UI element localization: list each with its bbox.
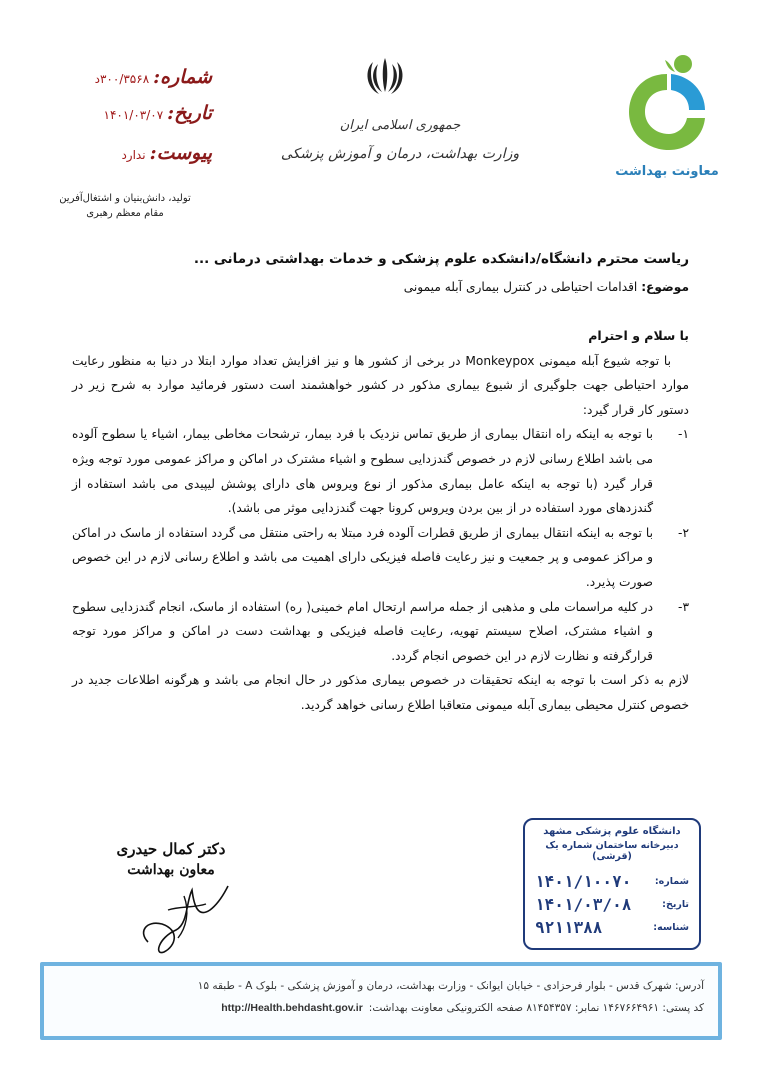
government-emblem [285, 52, 485, 102]
footer-address: آدرس: شهرک قدس - بلوار فرحزادی - خیابان ایوانک - وزارت بهداشت، درمان و آموزش پزشکی - بلوک A - طبقه ۱۵ [197, 980, 704, 992]
registry-stamp [523, 818, 701, 950]
stamp-number-label: شماره: [654, 876, 689, 887]
letter-footer [40, 962, 722, 1040]
stamp-org: دانشگاه علوم پزشکی مشهد [543, 826, 681, 837]
letter-meta [72, 66, 212, 172]
closing-paragraph: لازم به ذکر است با توجه به اینکه تحقیقات در خصوص بیماری مذکور در حال انجام می باشد و هرگونه اطلاعات جدید در خصوص کنترل محیطی بیماری آبله میمونی متعاقبا اطلاع رسانی خواهد گردید. [72, 673, 689, 712]
iran-emblem-icon [362, 52, 408, 98]
recipient: ریاست محترم دانشگاه/دانشکده علوم پزشکی و خدمات بهداشتی درمانی ... [193, 251, 689, 267]
item-text: در کلیه مراسمات ملی و مذهبی از جمله مراسم ارتحال امام خمینی( ره) استفاده از ماسک، انجام گندزدایی سطوح و اشیاء مشترک، اصلاح سیستم تهویه، رعایت فاصله فیزیکی و بهداشت دست در اماکن و مراکز مورد توجه قرارگرفته و نظارت لازم در این خصوص انجام گردد. [72, 599, 653, 663]
footer-website-link[interactable]: http://Health.behdasht.gov.ir [221, 1002, 363, 1014]
letter-number-label: شماره: [153, 66, 212, 88]
health-logo-icon [617, 52, 717, 162]
health-deputy-logo [612, 52, 722, 179]
stamp-date: ۱۴۰۱/۰۳/۰۸ [535, 895, 632, 914]
item-text: با توجه به اینکه انتقال بیماری از طریق قطرات آلوده فرد مبتلا به راحتی منتقل می گردد استفاده از ماسک در اماکن و مراکز عمومی و پر جمعیت و نیز رعایت فاصله فیزیکی دارای اهمیت می باشد و اطلاع رسانی لازم در این خصوص صورت پذیرد. [72, 525, 653, 589]
list-item [72, 422, 689, 520]
handwritten-signature [128, 872, 238, 962]
stamp-number: ۱۴۰۱/۱۰۰۷۰ [535, 872, 632, 891]
signer-title: معاون بهداشت [127, 862, 215, 878]
intro-paragraph: با توجه شیوع آبله میمونی Monkeypox در برخی از کشور ها و نیز افزایش تعداد موارد ابتلا در دنیا به منظور رعایت موارد احتیاطی جهت جلوگیری از شیوع بیماری مذکور در کشور خواهشمند است دستور فرمائید موارد به شرح زیر در دستور کار قرار گیرد: [72, 353, 689, 417]
letter-body [72, 246, 689, 718]
signer-name: دکتر کمال حیدری [116, 840, 226, 858]
footer-postal: کد پستی: ۱۴۶۷۶۶۴۹۶۱ نمابر: ۸۱۴۵۴۳۵۷ صفحه الکترونیکی معاونت بهداشت: [368, 1002, 704, 1014]
emblem-caption-1: جمهوری اسلامی ایران [339, 118, 461, 133]
slogan-line-1: تولید، دانش‌بنیان و اشتغال‌آفرین [59, 193, 191, 204]
leader-slogan [40, 193, 210, 219]
subject-line [72, 274, 689, 300]
footer-contact [58, 1002, 704, 1014]
subject: اقدامات احتیاطی در کنترل بیماری آبله میمونی [403, 280, 638, 294]
attachment-label: پیوست: [149, 142, 212, 164]
stamp-id-label: شناسه: [653, 922, 689, 933]
greeting: با سلام و احترام [588, 328, 689, 343]
date-label: تاریخ: [167, 102, 212, 124]
letter-number: ۳۰۰/۳۵۶۸د [94, 72, 150, 86]
logo-caption: معاونت بهداشت [615, 164, 719, 179]
stamp-date-label: تاریخ: [662, 899, 689, 910]
subject-label: موضوع: [641, 280, 689, 294]
emblem-caption-2: وزارت بهداشت، درمان و آموزش پزشکی [280, 146, 520, 162]
letter-date: ۱۴۰۱/۰۳/۰۷ [103, 108, 164, 122]
slogan-line-2: مقام معظم رهبری [86, 208, 164, 219]
item-text: با توجه به اینکه راه انتقال بیماری از طریق تماس نزدیک با فرد بیمار، ترشحات مخاطی بیمار، اشیاء یا سطوح آلوده می باشد اطلاع رسانی لازم در خصوص گندزدایی سطوح و اشیاء مشترک در اماکن و مراکز عمومی مورد توجه ویژه قرار گیرد (با توجه به اینکه عامل بیماری مذکور از نوع ویروس های دارای پوشش لیپیدی می باشد استفاده از گندزدهای مورد استفاده در از بین بردن ویروس کرونا جهت گندزدایی موثر می باشد). [72, 427, 653, 516]
stamp-id: ۹۲۱۱۳۸۸ [535, 918, 603, 937]
list-item [72, 595, 689, 669]
item-number: ۳- [678, 599, 689, 614]
attachment-value: ندارد [121, 148, 146, 162]
stamp-office: دبیرخانه ساختمان شماره یک (قرشی) [545, 840, 679, 862]
item-number: ۱- [678, 427, 689, 442]
item-number: ۲- [678, 525, 689, 540]
list-item [72, 521, 689, 595]
